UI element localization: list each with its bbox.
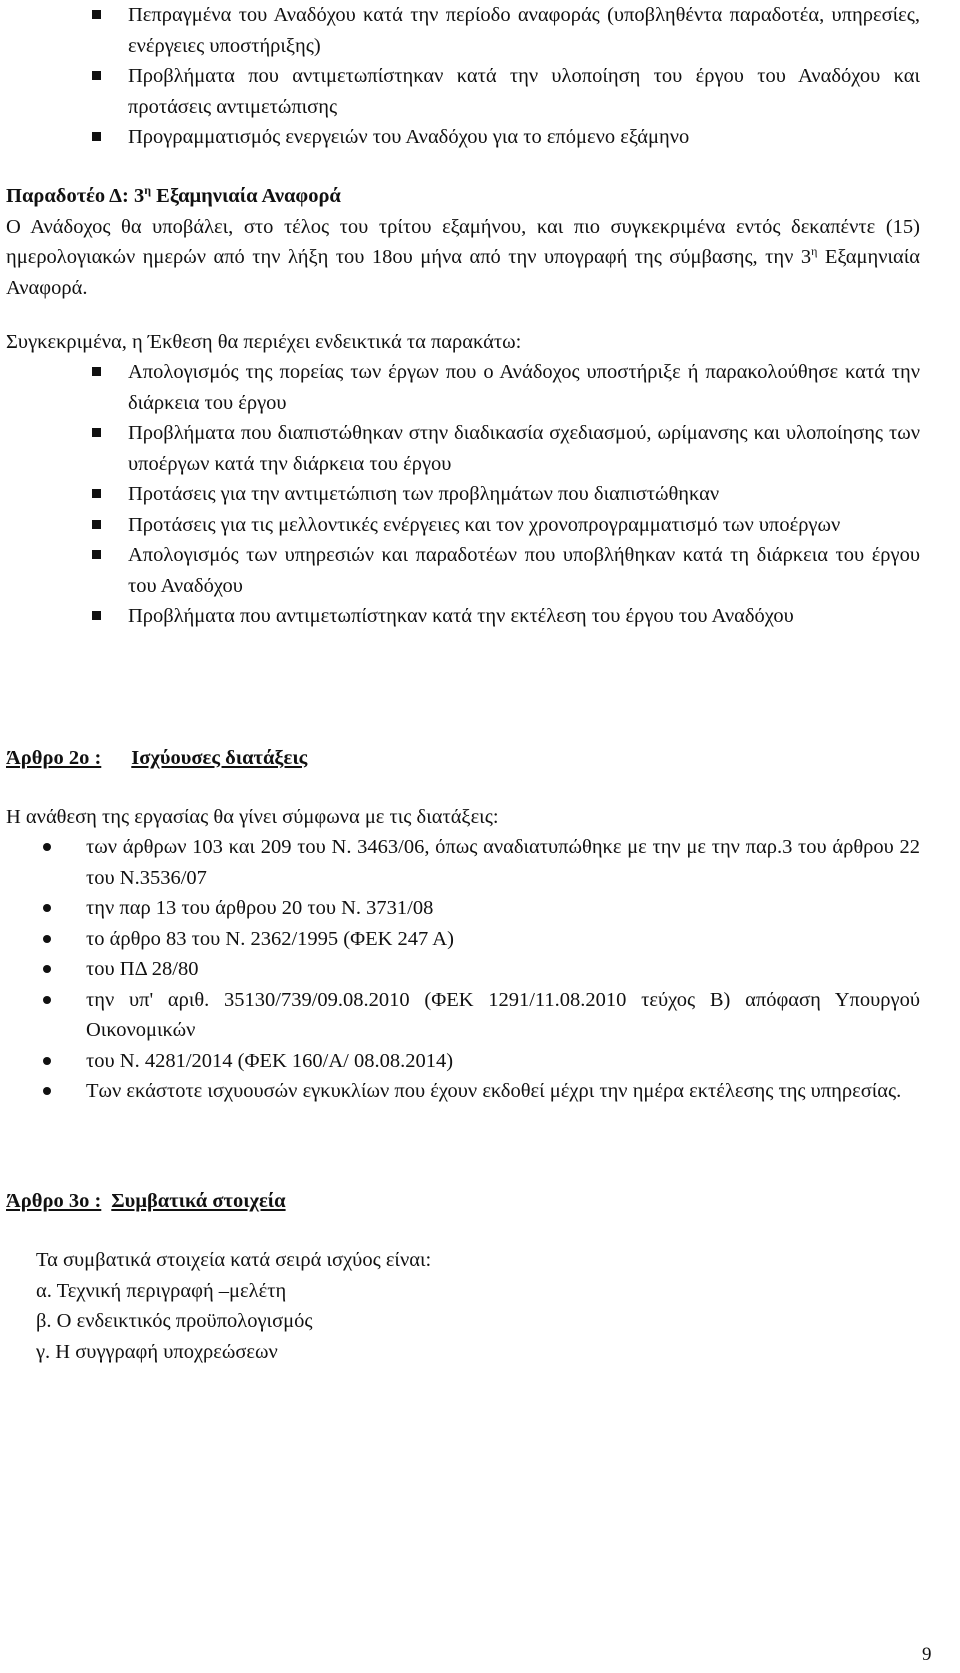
article3-title: Συμβατικά στοιχεία	[111, 1190, 286, 1212]
list-item: το άρθρο 83 του Ν. 2362/1995 (ΦΕΚ 247 Α)	[86, 924, 920, 955]
article3-label: Άρθρο 3ο :	[6, 1190, 102, 1212]
report-items-list	[128, 357, 920, 632]
list-item: Προβλήματα που αντιμετωπίστηκαν κατά την υλοποίηση του έργου του Αναδόχου και προτάσεις αντιμετώπισης	[128, 61, 920, 122]
list-item: Προγραμματισμός ενεργειών του Αναδόχου για το επόμενο εξάμηνο	[128, 122, 920, 153]
deliverable-section	[6, 181, 920, 303]
list-item: α. Τεχνική περιγραφή –μελέτη	[36, 1279, 287, 1302]
article2-label: Άρθρο 2ο :	[6, 747, 102, 769]
list-item: των άρθρων 103 και 209 του Ν. 3463/06, όπως αναδιατυπώθηκε με την με την παρ.3 του άρθρου 22 του Ν.3536/07	[86, 832, 920, 893]
deliverable-heading: Παραδοτέο Δ: $3^\eta$ Εξαμηνιαία Αναφορά	[6, 183, 341, 207]
list-item: Προβλήματα που διαπιστώθηκαν στην διαδικασία σχεδιασμού, ωρίμανσης και υλοποίησης των υποέργων κατά την διάρκεια του έργου	[128, 418, 920, 479]
page-number: 9	[922, 1644, 932, 1665]
article2-title: Ισχύουσες διατάξεις	[131, 747, 308, 769]
list-item: Προτάσεις για τις μελλοντικές ενέργειες και τον χρονοπρογραμματισμό των υποέργων	[128, 510, 920, 541]
article2-items-list	[86, 832, 920, 1107]
list-item: β. Ο ενδεικτικός προϋπολογισμός	[36, 1310, 313, 1332]
list-item: του ΠΔ 28/80	[86, 954, 920, 985]
article3-heading	[6, 1186, 920, 1217]
list-item: την παρ 13 του άρθρου 20 του Ν. 3731/08	[86, 893, 920, 924]
list-item: του Ν. 4281/2014 (ΦΕΚ 160/Α/ 08.08.2014)	[86, 1046, 920, 1077]
list-item: Των εκάστοτε ισχυουσών εγκυκλίων που έχουν εκδοθεί μέχρι την ημέρα εκτέλεσης της υπηρεσίας.	[86, 1076, 920, 1107]
list-item: Προβλήματα που αντιμετωπίστηκαν κατά την εκτέλεση του έργου του Αναδόχου	[128, 601, 920, 632]
article2-heading	[6, 743, 920, 774]
list-item: γ. Η συγγραφή υποχρεώσεων	[36, 1340, 278, 1363]
article3-body	[36, 1245, 920, 1367]
list-item: Πεπραγμένα του Αναδόχου κατά την περίοδο αναφοράς (υποβληθέντα παραδοτέα, υπηρεσίες, ενέργειες υποστήριξης)	[128, 0, 920, 61]
article2-intro: Η ανάθεση της εργασίας θα γίνει σύμφωνα με τις διατάξεις:	[6, 806, 499, 828]
list-item: Απολογισμός των υπηρεσιών και παραδοτέων που υποβλήθηκαν κατά τη διάρκεια του έργου του Αναδόχου	[128, 540, 920, 601]
article3-intro: Τα συμβατικά στοιχεία κατά σειρά ισχύος είναι:	[36, 1249, 432, 1271]
list-item: την υπ' αριθ. 35130/739/09.08.2010 (ΦΕΚ 1291/11.08.2010 τεύχος Β) απόφαση Υπουργού Οικονομικών	[86, 985, 920, 1046]
list-item: Απολογισμός της πορείας των έργων που ο Ανάδοχος υποστήριξε ή παρακολούθησε κατά την διάρκεια του έργου	[128, 357, 920, 418]
deliverable-body: Ο Ανάδοχος θα υποβάλει, στο τέλος του τρίτου εξαμήνου, και πιο συγκεκριμένα εντός δεκαπέντε (15) ημερολογιακών ημερών από την λήξη του 18ου μήνα από την υπογραφή της σύμβασης, την $3^\eta$ Εξαμηνιαία Αναφορά.	[6, 215, 920, 299]
report-intro: Συγκεκριμένα, η Έκθεση θα περιέχει ενδεικτικά τα παρακάτω:	[6, 331, 522, 353]
intro-bullet-list	[128, 0, 920, 153]
list-item: Προτάσεις για την αντιμετώπιση των προβλημάτων που διαπιστώθηκαν	[128, 479, 920, 510]
